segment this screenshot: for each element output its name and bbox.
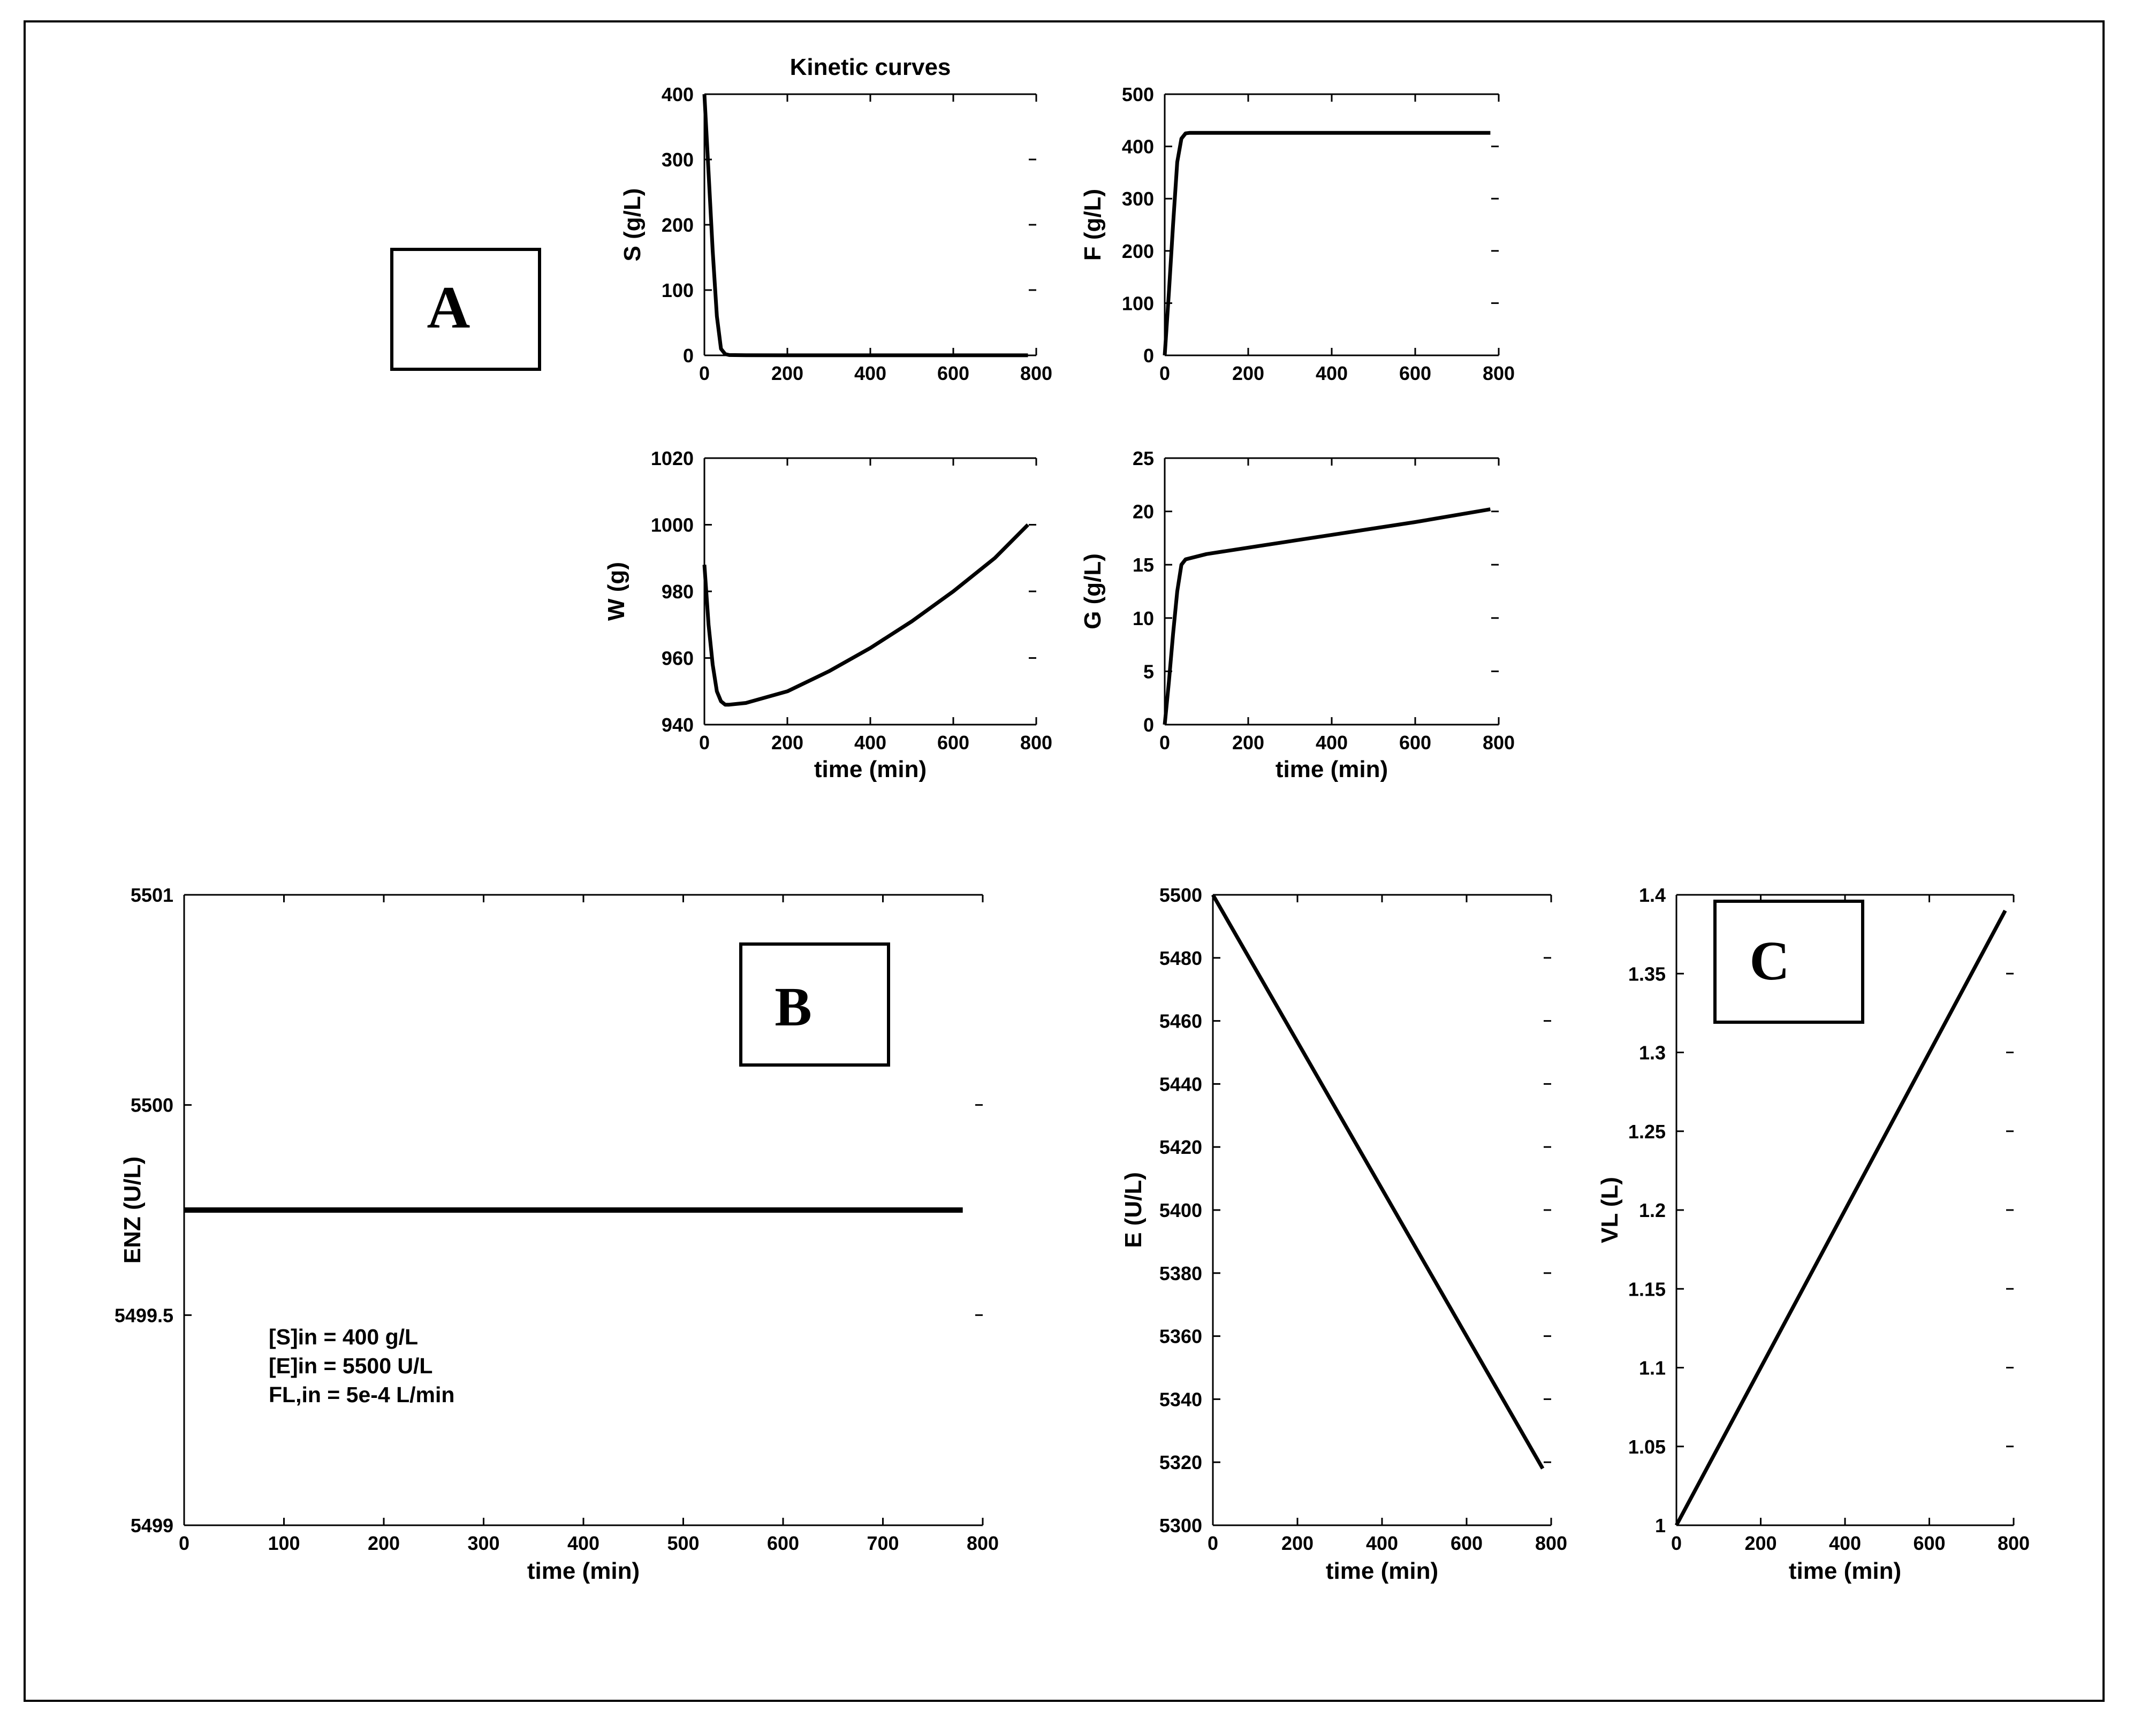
g-y-axis-label: G (g/L) [1080,553,1106,629]
enz-y-tick-label: 5500 [130,1094,173,1116]
e-y-tick-label: 5440 [1159,1073,1202,1096]
enz-x-tick-label: 100 [268,1532,300,1554]
vl-x-tick-label: 0 [1671,1532,1682,1554]
s-x-tick-label: 600 [937,362,970,384]
e-x-tick-label: 600 [1450,1532,1483,1554]
e-y-tick-label: 5380 [1159,1262,1202,1284]
w-y-tick-label: 1020 [650,447,694,469]
w-y-tick-label: 960 [661,647,694,670]
vl-x-tick-label: 800 [1997,1532,2030,1554]
f-y-tick-label: 500 [1121,83,1154,105]
s-x-tick-label: 400 [854,362,887,384]
e-y-tick-label: 5340 [1159,1388,1202,1411]
vl-x-tick-label: 600 [1913,1532,1946,1554]
vl-x-tick-label: 400 [1828,1532,1862,1554]
e-x-tick-label: 200 [1281,1532,1314,1554]
e-y-tick-label: 5480 [1159,947,1202,969]
e-x-tick-label: 0 [1207,1532,1219,1554]
f-x-tick-label: 200 [1232,362,1265,384]
enz-x-tick-label: 200 [367,1532,400,1554]
annotation-s-in: [S]in = 400 g/L [269,1325,419,1349]
vl-x-tick-label: 200 [1744,1532,1777,1554]
w-y-tick-label: 980 [661,581,694,603]
g-y-tick-label: 25 [1132,447,1154,469]
s-y-tick-label: 0 [682,345,694,367]
e-y-tick-label: 5320 [1159,1451,1202,1474]
g-y-tick-label: 10 [1132,607,1154,629]
enz-x-tick-label: 400 [567,1532,600,1554]
s-y-tick-label: 200 [661,214,694,236]
g-y-tick-label: 15 [1132,554,1154,576]
enz-x-tick-label: 600 [766,1532,800,1554]
s-x-tick-label: 0 [699,362,710,384]
w-y-tick-label: 1000 [650,514,694,536]
w-x-tick-label: 600 [937,732,970,754]
enz-x-tick-label: 700 [867,1532,899,1554]
s-x-tick-label: 800 [1020,362,1053,384]
w-y-tick-label: 940 [661,714,694,736]
f-y-axis-label: F (g/L) [1080,188,1106,261]
f-y-tick-label: 0 [1143,345,1154,367]
s-y-tick-label: 300 [661,149,694,171]
g-x-tick-label: 800 [1482,732,1515,754]
g-x-tick-label: 0 [1159,732,1171,754]
s-y-tick-label: 400 [661,83,694,105]
panel-label-a-text: A [427,275,470,341]
f-x-tick-label: 0 [1159,362,1171,384]
annotation-fl-in: FL,in = 5e-4 L/min [269,1382,455,1407]
s-y-axis-label: S (g/L) [619,188,646,262]
enz-x-tick-label: 300 [467,1532,500,1554]
s-y-tick-label: 100 [661,279,694,301]
w-x-tick-label: 0 [699,732,710,754]
e-y-tick-label: 5300 [1159,1515,1202,1537]
g-y-tick-label: 5 [1143,660,1154,683]
f-y-tick-label: 300 [1121,188,1154,210]
f-x-tick-label: 600 [1399,362,1432,384]
g-x-tick-label: 200 [1232,732,1265,754]
w-x-axis-label: time (min) [814,756,927,782]
vl-y-tick-label: 1.4 [1638,884,1666,906]
f-y-tick-label: 200 [1121,240,1154,262]
panel-label-b-text: B [775,976,812,1038]
e-y-tick-label: 5360 [1159,1325,1202,1348]
w-x-tick-label: 800 [1020,732,1053,754]
enz-x-tick-label: 0 [178,1532,190,1554]
e-x-tick-label: 800 [1535,1532,1568,1554]
vl-y-tick-label: 1.2 [1638,1199,1666,1221]
g-y-tick-label: 0 [1143,714,1154,736]
e-y-axis-label: E (U/L) [1120,1172,1147,1248]
vl-y-tick-label: 1.25 [1628,1120,1666,1143]
panel-label-c-text: C [1749,930,1790,992]
e-y-tick-label: 5420 [1159,1136,1202,1159]
enz-x-tick-label: 500 [667,1532,700,1554]
enz-y-tick-label: 5499.5 [114,1304,173,1327]
e-y-tick-label: 5500 [1159,884,1202,906]
vl-y-tick-label: 1.05 [1628,1435,1666,1458]
vl-y-tick-label: 1.3 [1638,1041,1666,1064]
g-y-tick-label: 20 [1132,500,1154,523]
vl-y-tick-label: 1.35 [1628,963,1666,985]
w-x-tick-label: 400 [854,732,887,754]
e-x-tick-label: 400 [1365,1532,1399,1554]
g-x-axis-label: time (min) [1275,756,1388,782]
w-x-tick-label: 200 [771,732,804,754]
enz-x-tick-label: 800 [966,1532,999,1554]
vl-y-tick-label: 1 [1654,1515,1666,1537]
vl-x-axis-label: time (min) [1788,1558,1902,1584]
annotation-e-in: [E]in = 5500 U/L [269,1353,433,1378]
f-y-tick-label: 100 [1121,292,1154,315]
enz-y-tick-label: 5501 [130,884,173,906]
e-y-tick-label: 5400 [1159,1199,1202,1221]
e-y-tick-label: 5460 [1159,1010,1202,1032]
g-x-tick-label: 400 [1315,732,1348,754]
s-title: Kinetic curves [789,54,951,80]
g-x-tick-label: 600 [1399,732,1432,754]
vl-y-axis-label: VL (L) [1597,1177,1623,1243]
f-y-tick-label: 400 [1121,135,1154,158]
vl-y-tick-label: 1.1 [1638,1357,1666,1379]
s-x-tick-label: 200 [771,362,804,384]
enz-x-axis-label: time (min) [527,1558,640,1584]
e-x-axis-label: time (min) [1325,1558,1439,1584]
enz-y-axis-label: ENZ (U/L) [119,1156,146,1264]
vl-y-tick-label: 1.15 [1628,1278,1666,1300]
w-y-axis-label: W (g) [603,562,629,621]
f-x-tick-label: 800 [1482,362,1515,384]
f-x-tick-label: 400 [1315,362,1348,384]
enz-y-tick-label: 5499 [130,1515,173,1537]
